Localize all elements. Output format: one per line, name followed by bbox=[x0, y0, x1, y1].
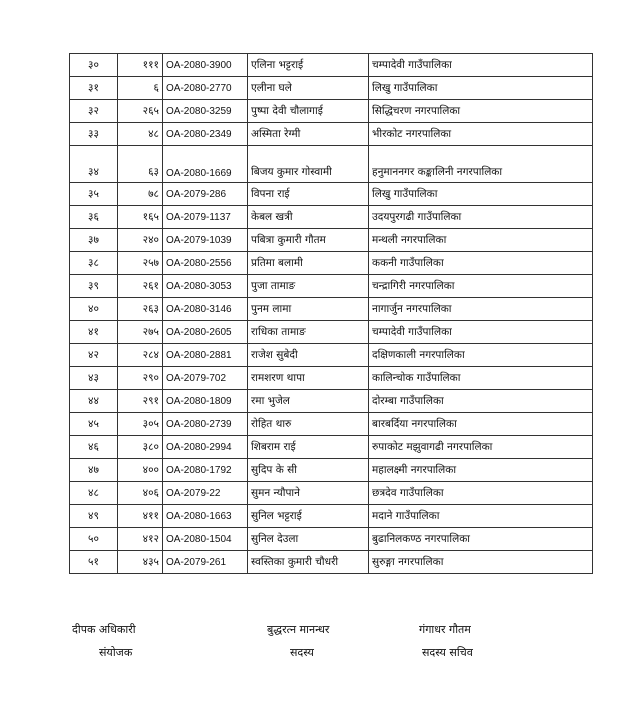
municipality-cell: लिखु गाउँपालिका bbox=[369, 77, 593, 100]
table-row bbox=[70, 482, 593, 505]
roll-number-cell: ४०० bbox=[118, 459, 163, 482]
candidate-name-cell: सुमन न्यौपाने bbox=[248, 482, 369, 505]
roll-number-cell: ७८ bbox=[118, 183, 163, 206]
application-code-cell: OA-2080-1504 bbox=[163, 528, 248, 551]
municipality-cell: नागार्जुन नगरपालिका bbox=[369, 298, 593, 321]
table-row bbox=[70, 551, 593, 574]
signatory-2-name: बुद्धरत्न मानन्धर bbox=[267, 623, 330, 636]
serial-number-cell: ४० bbox=[70, 298, 118, 321]
municipality-cell: दक्षिणकाली नगरपालिका bbox=[369, 344, 593, 367]
roll-number-cell: ३०५ bbox=[118, 413, 163, 436]
roll-number-cell: २९१ bbox=[118, 390, 163, 413]
application-code-cell: OA-2080-1663 bbox=[163, 505, 248, 528]
candidate-name-cell: पबित्रा कुमारी गौतम bbox=[248, 229, 369, 252]
candidate-name-cell: राधिका तामाङ bbox=[248, 321, 369, 344]
candidate-name-cell: केबल खत्री bbox=[248, 206, 369, 229]
table-row bbox=[70, 321, 593, 344]
municipality-cell: कालिन्चोक गाउँपालिका bbox=[369, 367, 593, 390]
table-row bbox=[70, 123, 593, 146]
application-code-cell: OA-2079-22 bbox=[163, 482, 248, 505]
candidate-name-cell: पुष्पा देवी चौलागाई bbox=[248, 100, 369, 123]
roll-number-cell: २४० bbox=[118, 229, 163, 252]
table-row bbox=[70, 252, 593, 275]
roll-number-cell: ६ bbox=[118, 77, 163, 100]
signatory-3-name: गंगाधर गौतम bbox=[419, 623, 471, 636]
table-row bbox=[70, 528, 593, 551]
candidate-name-cell: एलीना घले bbox=[248, 77, 369, 100]
roll-number-cell: ४११ bbox=[118, 505, 163, 528]
candidate-name-cell: शिबराम राई bbox=[248, 436, 369, 459]
candidate-name-cell: सुनिल भट्टराई bbox=[248, 505, 369, 528]
candidate-table bbox=[69, 53, 593, 574]
serial-number-cell: ३४ bbox=[70, 146, 118, 183]
municipality-cell: मन्थली नगरपालिका bbox=[369, 229, 593, 252]
roll-number-cell: ४३५ bbox=[118, 551, 163, 574]
serial-number-cell: ४८ bbox=[70, 482, 118, 505]
municipality-cell: हनुमाननगर कङ्कालिनी नगरपालिका bbox=[369, 146, 593, 183]
municipality-cell: लिखु गाउँपालिका bbox=[369, 183, 593, 206]
application-code-cell: OA-2080-3146 bbox=[163, 298, 248, 321]
municipality-cell: बारबर्दिया नगरपालिका bbox=[369, 413, 593, 436]
serial-number-cell: ३० bbox=[70, 54, 118, 77]
signatory-1-name: दीपक अधिकारी bbox=[72, 623, 136, 636]
roll-number-cell: ३८० bbox=[118, 436, 163, 459]
candidate-name-cell: अस्मिता रेग्मी bbox=[248, 123, 369, 146]
application-code-cell: OA-2079-286 bbox=[163, 183, 248, 206]
municipality-cell: रुपाकोट मझुवागढी नगरपालिका bbox=[369, 436, 593, 459]
roll-number-cell: ४१२ bbox=[118, 528, 163, 551]
municipality-cell: भीरकोट नगरपालिका bbox=[369, 123, 593, 146]
roll-number-cell: २७५ bbox=[118, 321, 163, 344]
serial-number-cell: ४२ bbox=[70, 344, 118, 367]
signatory-2-role: सदस्य bbox=[290, 646, 314, 659]
candidate-name-cell: सुनिल देउला bbox=[248, 528, 369, 551]
table-row bbox=[70, 54, 593, 77]
table-row bbox=[70, 146, 593, 183]
candidate-name-cell: बिजय कुमार गोस्वामी bbox=[248, 146, 369, 183]
application-code-cell: OA-2079-1137 bbox=[163, 206, 248, 229]
application-code-cell: OA-2080-2994 bbox=[163, 436, 248, 459]
application-code-cell: OA-2080-1792 bbox=[163, 459, 248, 482]
serial-number-cell: ३३ bbox=[70, 123, 118, 146]
candidate-name-cell: सुदिप के सी bbox=[248, 459, 369, 482]
application-code-cell: OA-2080-2349 bbox=[163, 123, 248, 146]
table-row bbox=[70, 77, 593, 100]
candidate-name-cell: विपना राई bbox=[248, 183, 369, 206]
roll-number-cell: १११ bbox=[118, 54, 163, 77]
serial-number-cell: ३९ bbox=[70, 275, 118, 298]
serial-number-cell: ३२ bbox=[70, 100, 118, 123]
municipality-cell: चम्पादेवी गाउँपालिका bbox=[369, 321, 593, 344]
application-code-cell: OA-2079-1039 bbox=[163, 229, 248, 252]
serial-number-cell: ३७ bbox=[70, 229, 118, 252]
municipality-cell: छत्रदेव गाउँपालिका bbox=[369, 482, 593, 505]
serial-number-cell: ४६ bbox=[70, 436, 118, 459]
candidate-name-cell: पुनम लामा bbox=[248, 298, 369, 321]
municipality-cell: उदयपुरगढी गाउँपालिका bbox=[369, 206, 593, 229]
table-row bbox=[70, 344, 593, 367]
serial-number-cell: ४४ bbox=[70, 390, 118, 413]
serial-number-cell: ४५ bbox=[70, 413, 118, 436]
application-code-cell: OA-2080-2556 bbox=[163, 252, 248, 275]
serial-number-cell: ३१ bbox=[70, 77, 118, 100]
table-row bbox=[70, 390, 593, 413]
serial-number-cell: ३८ bbox=[70, 252, 118, 275]
roll-number-cell: २५७ bbox=[118, 252, 163, 275]
candidate-name-cell: प्रतिमा बलामी bbox=[248, 252, 369, 275]
application-code-cell: OA-2080-1669 bbox=[163, 146, 248, 183]
table-row bbox=[70, 436, 593, 459]
serial-number-cell: ५० bbox=[70, 528, 118, 551]
roll-number-cell: २६५ bbox=[118, 100, 163, 123]
application-code-cell: OA-2080-3053 bbox=[163, 275, 248, 298]
signatory-3-role: सदस्य सचिव bbox=[422, 646, 473, 659]
table-row bbox=[70, 367, 593, 390]
application-code-cell: OA-2079-702 bbox=[163, 367, 248, 390]
roll-number-cell: २९० bbox=[118, 367, 163, 390]
application-code-cell: OA-2080-2881 bbox=[163, 344, 248, 367]
municipality-cell: सिद्धिचरण नगरपालिका bbox=[369, 100, 593, 123]
municipality-cell: चम्पादेवी गाउँपालिका bbox=[369, 54, 593, 77]
application-code-cell: OA-2079-261 bbox=[163, 551, 248, 574]
table-row bbox=[70, 298, 593, 321]
table-row bbox=[70, 229, 593, 252]
signatory-1-role: संयोजक bbox=[99, 646, 133, 659]
table-row bbox=[70, 275, 593, 298]
table-row bbox=[70, 505, 593, 528]
roll-number-cell: १६५ bbox=[118, 206, 163, 229]
roll-number-cell: ४८ bbox=[118, 123, 163, 146]
serial-number-cell: ५१ bbox=[70, 551, 118, 574]
roll-number-cell: २६१ bbox=[118, 275, 163, 298]
table-row bbox=[70, 206, 593, 229]
candidate-name-cell: रामशरण थापा bbox=[248, 367, 369, 390]
application-code-cell: OA-2080-1809 bbox=[163, 390, 248, 413]
candidate-name-cell: रोहित थारु bbox=[248, 413, 369, 436]
municipality-cell: बुढानिलकण्ठ नगरपालिका bbox=[369, 528, 593, 551]
municipality-cell: सुरुङ्गा नगरपालिका bbox=[369, 551, 593, 574]
application-code-cell: OA-2080-2739 bbox=[163, 413, 248, 436]
table-row bbox=[70, 183, 593, 206]
municipality-cell: ककनी गाउँपालिका bbox=[369, 252, 593, 275]
serial-number-cell: ४९ bbox=[70, 505, 118, 528]
serial-number-cell: ३५ bbox=[70, 183, 118, 206]
table-row bbox=[70, 459, 593, 482]
roll-number-cell: २६३ bbox=[118, 298, 163, 321]
serial-number-cell: ४३ bbox=[70, 367, 118, 390]
roll-number-cell: ६३ bbox=[118, 146, 163, 183]
candidate-name-cell: एलिना भट्टराई bbox=[248, 54, 369, 77]
municipality-cell: महालक्ष्मी नगरपालिका bbox=[369, 459, 593, 482]
candidate-name-cell: स्वस्तिका कुमारी चौधरी bbox=[248, 551, 369, 574]
roll-number-cell: ४०६ bbox=[118, 482, 163, 505]
municipality-cell: दोरम्बा गाउँपालिका bbox=[369, 390, 593, 413]
candidate-table-body bbox=[70, 54, 593, 574]
roll-number-cell: २८४ bbox=[118, 344, 163, 367]
application-code-cell: OA-2080-3259 bbox=[163, 100, 248, 123]
table-row bbox=[70, 100, 593, 123]
serial-number-cell: ४१ bbox=[70, 321, 118, 344]
application-code-cell: OA-2080-3900 bbox=[163, 54, 248, 77]
candidate-name-cell: रमा भुजेल bbox=[248, 390, 369, 413]
application-code-cell: OA-2080-2605 bbox=[163, 321, 248, 344]
serial-number-cell: ३६ bbox=[70, 206, 118, 229]
municipality-cell: चन्द्रागिरी नगरपालिका bbox=[369, 275, 593, 298]
municipality-cell: मदाने गाउँपालिका bbox=[369, 505, 593, 528]
candidate-name-cell: राजेश सुबेदी bbox=[248, 344, 369, 367]
application-code-cell: OA-2080-2770 bbox=[163, 77, 248, 100]
table-row bbox=[70, 413, 593, 436]
candidate-name-cell: पुजा तामाङ bbox=[248, 275, 369, 298]
serial-number-cell: ४७ bbox=[70, 459, 118, 482]
